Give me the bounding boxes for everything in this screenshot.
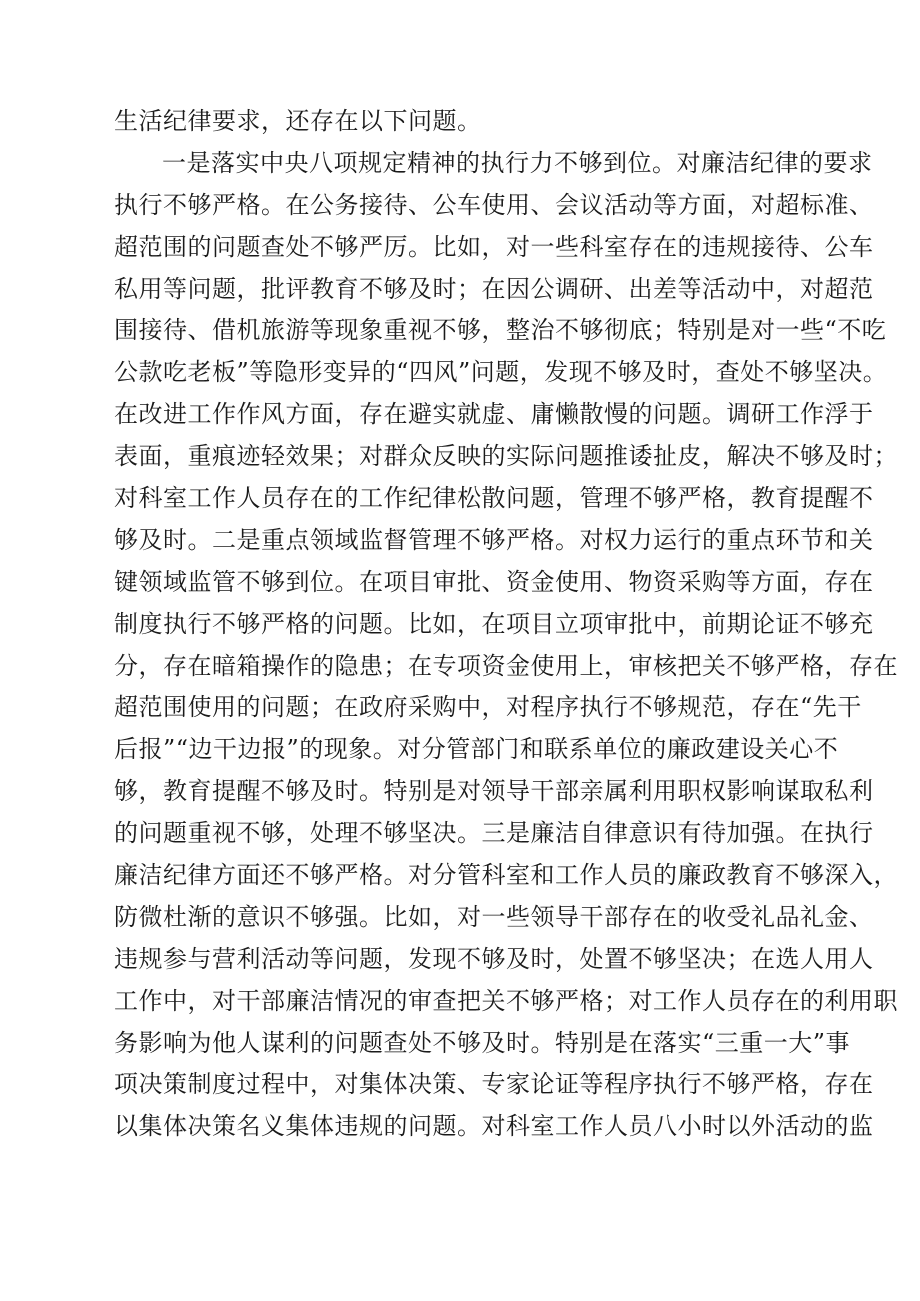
text-line: 务影响为他人谋利的问题查处不够及时。特别是在落实“三重一大”事 [114,1028,851,1057]
text-line: 分，存在暗箱操作的隐患；在专项资金使用上，审核把关不够严格，存在 [114,651,898,680]
text-line: 后报”“边干边报”的现象。对分管部门和联系单位的廉政建设关心不 [114,735,839,764]
text-line: 围接待、借机旅游等现象重视不够，整治不够彻底；特别是对一些“不吃 [114,316,887,345]
text-line: 廉洁纪律方面还不够严格。对分管科室和工作人员的廉政教育不够深入， [114,861,898,890]
text-line: 对科室工作人员存在的工作纪律松散问题，管理不够严格，教育提醒不 [114,484,874,513]
text-line: 够及时。二是重点领域监督管理不够严格。对权力运行的重点环节和关 [114,525,874,554]
text-line: 在改进工作作风方面，存在避实就虚、庸懒散慢的问题。调研工作浮于 [114,400,874,429]
text-line: 够，教育提醒不够及时。特别是对领导干部亲属利用职权影响谋取私利 [114,777,874,806]
text-line: 违规参与营利活动等问题，发现不够及时，处置不够坚决；在选人用人 [114,944,874,973]
text-line: 的问题重视不够，处理不够坚决。三是廉洁自律意识有待加强。在执行 [114,819,874,848]
text-line: 键领域监管不够到位。在项目审批、资金使用、物资采购等方面，存在 [114,567,874,596]
text-line: 生活纪律要求，还存在以下问题。 [114,107,482,135]
text-line: 表面，重痕迹轻效果；对群众反映的实际问题推诿扯皮，解决不够及时； [114,442,898,471]
paragraph-first-line: 一是落实中央八项规定精神的执行力不够到位。对廉洁纪律的要求 [162,148,873,177]
text-line: 项决策制度过程中，对集体决策、专家论证等程序执行不够严格，存在 [114,1070,874,1099]
text-line: 制度执行不够严格的问题。比如，在项目立项审批中，前期论证不够充 [114,609,874,638]
text-line: 执行不够严格。在公务接待、公车使用、会议活动等方面，对超标准、 [114,190,874,219]
body-text [114,101,898,1148]
text-line: 公款吃老板”等隐形变异的“四风”问题，发现不够及时，查处不够坚决。 [114,358,888,387]
text-line: 超范围的问题查处不够严厉。比如，对一些科室存在的违规接待、公车 [114,232,874,261]
text-line: 工作中，对干部廉洁情况的审查把关不够严格；对工作人员存在的利用职 [114,986,898,1015]
text-line: 私用等问题，批评教育不够及时；在因公调研、出差等活动中，对超范 [114,274,874,303]
text-line: 以集体决策名义集体违规的问题。对科室工作人员八小时以外活动的监 [114,1112,874,1141]
text-line: 防微杜渐的意识不够强。比如，对一些领导干部存在的收受礼品礼金、 [114,902,874,931]
text-line: 超范围使用的问题；在政府采购中，对程序执行不够规范，存在“先干 [114,693,862,722]
